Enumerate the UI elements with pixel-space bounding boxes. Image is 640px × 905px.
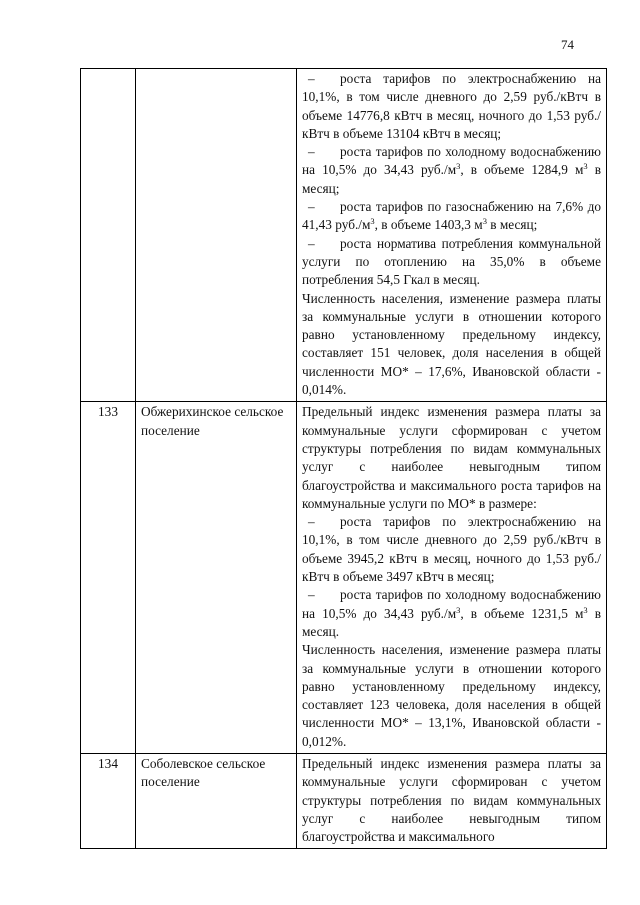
table-body [81,69,607,849]
bullet-paragraph [302,70,601,143]
text-run: роста тарифов по холодному водоснабжению на 10,5% до 34,43 руб./м [302,587,601,621]
table-row [81,402,607,754]
municipality-name-cell: Обжерихинское сельское поселение [136,402,297,754]
paragraph [302,755,601,846]
superscript: 3 [583,604,588,615]
paragraph [302,290,601,400]
bullet-paragraph [302,513,601,586]
text-run: в месяц. [302,605,601,639]
superscript: 3 [583,161,588,172]
text-run: , в объеме 1231,5 м [460,605,584,621]
row-number-cell: 134 [81,753,136,848]
text-run: роста тарифов по электроснабжению на 10,1%, в том числе дневного до 2,59 руб./кВтч в объеме 14776,8 кВтч в месяц, ночного до 1,53 руб./кВтч в объеме 13104 кВтч в месяц; [302,71,601,141]
text-run: роста тарифов по электроснабжению на 10,1%, в том числе дневного до 2,59 руб./кВтч в объеме 3945,2 кВтч в месяц, ночного до 1,53 руб./кВтч в объеме 3497 кВтч в месяц; [302,514,601,585]
text-run: Предельный индекс изменения размера платы за коммунальные услуги сформирован с учетом структуры потребления по видам коммунальных услуг с наиболее невыгодным типом благоустройства и максимального [302,755,601,845]
table-row [81,753,607,848]
municipality-name-cell: Соболевское сельское поселение [136,753,297,848]
bullet-dash: – [308,587,315,603]
paragraph [302,403,601,513]
bullet-paragraph [302,198,601,235]
text-run: Предельный индекс изменения размера платы за коммунальные услуги сформирован с учетом структуры потребления по видам коммунальных услуг с наиболее невыгодным типом благоустройства и максимального роста тарифов на коммунальные услуги по МО* в размере: [302,404,601,511]
bullet-paragraph [302,235,601,290]
text-run: Численность населения, изменение размера платы за коммунальные услуги в отношении которого равно установленному предельному индексу, составляет 151 человек, доля населения в общей численности МО* – 17,6%, Ивановской области - 0,014%. [302,290,601,398]
superscript: 3 [482,216,487,227]
bullet-paragraph [302,586,601,641]
text-run: роста тарифов по газоснабжению на 7,6% до 41,43 руб./м [302,199,601,233]
bullet-paragraph [302,143,601,198]
row-number-cell: 133 [81,402,136,754]
page-number: 74 [561,37,574,52]
text-run: , в объеме 1284,9 м [460,162,584,178]
bullet-dash: – [308,71,315,86]
table-row [81,69,607,402]
municipality-name-cell [136,69,297,402]
paragraph [302,641,601,751]
bullet-dash: – [308,235,315,251]
row-number-cell [81,69,136,402]
superscript: 3 [456,604,461,615]
municipal-tariff-table [80,68,607,849]
description-cell [297,69,607,402]
superscript: 3 [456,161,461,172]
text-run: в месяц; [486,217,538,233]
text-run: , в объеме 1403,3 м [374,217,483,233]
bullet-dash: – [308,144,315,160]
text-run: роста тарифов по холодному водоснабжению на 10,5% до 34,43 руб./м [302,144,601,178]
superscript: 3 [370,216,375,227]
text-run: Численность населения, изменение размера платы за коммунальные услуги в отношении которого равно установленному предельному индексу, составляет 123 человека, доля населения в общей численности МО* – 13,1%, Ивановской области - 0,012%. [302,642,601,749]
bullet-dash: – [308,514,315,530]
text-run: роста норматива потребления коммунальной услуги по отоплению на 35,0% в объеме потребления 54,5 Гкал в месяц. [302,235,601,288]
text-run: в месяц; [302,162,601,196]
bullet-dash: – [308,199,315,215]
description-cell [297,402,607,754]
description-cell [297,753,607,848]
